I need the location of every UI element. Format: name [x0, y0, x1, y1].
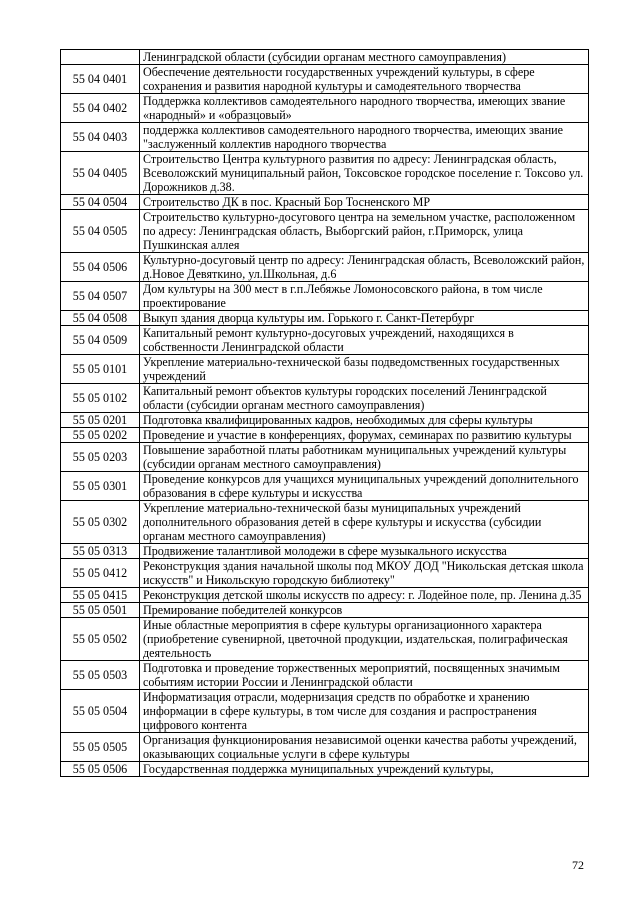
table-row — [61, 472, 589, 501]
row-description: Поддержка коллективов самодеятельного народного творчества, имеющих звание «народный» и «образцовый» — [140, 94, 589, 123]
row-description: Продвижение талантливой молодежи в сфере музыкального искусства — [140, 544, 589, 559]
page-number: 72 — [572, 858, 584, 872]
table-row — [61, 762, 589, 777]
row-description: Дом культуры на 300 мест в г.п.Лебяжье Ломоносовского района, в том числе проектирование — [140, 282, 589, 311]
budget-code-table — [60, 49, 589, 777]
row-code: 55 05 0503 — [61, 661, 140, 690]
row-code: 55 05 0203 — [61, 443, 140, 472]
row-description: Реконструкция детской школы искусств по адресу: г. Лодейное поле, пр. Ленина д.35 — [140, 588, 589, 603]
table-body — [61, 50, 589, 777]
row-description: Строительство ДК в пос. Красный Бор Тосненского МР — [140, 195, 589, 210]
row-code: 55 05 0504 — [61, 690, 140, 733]
row-description: Ленинградской области (субсидии органам местного самоуправления) — [140, 50, 589, 65]
row-description: Строительство культурно-досугового центра на земельном участке, расположенном по адресу: Ленинградская область, Выборгский район, г.Приморск, улица Пушкинская аллея — [140, 210, 589, 253]
row-code: 55 05 0101 — [61, 355, 140, 384]
table-row — [61, 384, 589, 413]
table-row — [61, 443, 589, 472]
row-code: 55 05 0505 — [61, 733, 140, 762]
table-row — [61, 544, 589, 559]
table-row — [61, 282, 589, 311]
table-row — [61, 253, 589, 282]
row-code: 55 04 0505 — [61, 210, 140, 253]
table-row — [61, 311, 589, 326]
row-code: 55 05 0415 — [61, 588, 140, 603]
row-description: Проведение конкурсов для учащихся муниципальных учреждений дополнительного образования в сфере культуры и искусства — [140, 472, 589, 501]
table-row — [61, 603, 589, 618]
table-row — [61, 65, 589, 94]
row-description: Премирование победителей конкурсов — [140, 603, 589, 618]
row-code: 55 05 0202 — [61, 428, 140, 443]
row-description: Информатизация отрасли, модернизация средств по обработке и хранению информации в сфере культуры, в том числе для создания и распространения цифрового контента — [140, 690, 589, 733]
row-description: Подготовка и проведение торжественных мероприятий, посвященных значимым событиям истории России и Ленинградской области — [140, 661, 589, 690]
table-row — [61, 210, 589, 253]
row-code: 55 05 0502 — [61, 618, 140, 661]
table-row — [61, 690, 589, 733]
row-description: Реконструкция здания начальной школы под МКОУ ДОД "Никольская детская школа искусств" и Никольскую городскую библиотеку" — [140, 559, 589, 588]
row-code: 55 04 0506 — [61, 253, 140, 282]
row-code: 55 05 0102 — [61, 384, 140, 413]
row-code: 55 05 0506 — [61, 762, 140, 777]
row-description: Проведение и участие в конференциях, форумах, семинарах по развитию культуры — [140, 428, 589, 443]
row-code: 55 05 0412 — [61, 559, 140, 588]
row-code: 55 05 0501 — [61, 603, 140, 618]
row-code: 55 05 0201 — [61, 413, 140, 428]
row-code: 55 05 0301 — [61, 472, 140, 501]
row-code: 55 04 0504 — [61, 195, 140, 210]
row-description: Строительство Центра культурного развития по адресу: Ленинградская область, Всеволожский муниципальный район, Токсовское городское поселение г. Токсово ул. Дорожников д.38. — [140, 152, 589, 195]
row-description: Подготовка квалифицированных кадров, необходимых для сферы культуры — [140, 413, 589, 428]
row-code: 55 04 0508 — [61, 311, 140, 326]
row-description: поддержка коллективов самодеятельного народного творчества, имеющих звание "заслуженный коллектив народного творчества — [140, 123, 589, 152]
row-code — [61, 50, 140, 65]
row-code: 55 05 0313 — [61, 544, 140, 559]
row-description: Укрепление материально-технической базы муниципальных учреждений дополнительного образования детей в сфере культуры и искусства (субсидии органам местного самоуправления) — [140, 501, 589, 544]
table-row — [61, 661, 589, 690]
row-description: Повышение заработной платы работникам муниципальных учреждений культуры (субсидии органам местного самоуправления) — [140, 443, 589, 472]
table-row — [61, 618, 589, 661]
row-description: Укрепление материально-технической базы подведомственных государственных учреждений — [140, 355, 589, 384]
row-code: 55 04 0402 — [61, 94, 140, 123]
row-description: Капитальный ремонт объектов культуры городских поселений Ленинградской области (субсидии органам местного самоуправления) — [140, 384, 589, 413]
row-description: Капитальный ремонт культурно-досуговых учреждений, находящихся в собственности Ленинградской области — [140, 326, 589, 355]
table-row — [61, 559, 589, 588]
row-description: Обеспечение деятельности государственных учреждений культуры, в сфере сохранения и развития народной культуры и самодеятельного творчества — [140, 65, 589, 94]
table-row — [61, 195, 589, 210]
table-row — [61, 501, 589, 544]
table-row — [61, 413, 589, 428]
row-code: 55 04 0405 — [61, 152, 140, 195]
row-code: 55 04 0403 — [61, 123, 140, 152]
row-code: 55 04 0507 — [61, 282, 140, 311]
row-description: Культурно-досуговый центр по адресу: Ленинградская область, Всеволожский район, д.Новое Девяткино, ул.Школьная, д.6 — [140, 253, 589, 282]
row-description: Иные областные мероприятия в сфере культуры организационного характера (приобретение сувенирной, цветочной продукции, издательская, полиграфическая деятельность — [140, 618, 589, 661]
row-code: 55 04 0401 — [61, 65, 140, 94]
table-row — [61, 123, 589, 152]
table-row — [61, 152, 589, 195]
row-description: Организация функционирования независимой оценки качества работы учреждений, оказывающих социальные услуги в сфере культуры — [140, 733, 589, 762]
table-row — [61, 428, 589, 443]
table-row — [61, 355, 589, 384]
table-row — [61, 326, 589, 355]
row-description: Государственная поддержка муниципальных учреждений культуры, — [140, 762, 589, 777]
table-row — [61, 50, 589, 65]
row-description: Выкуп здания дворца культуры им. Горького г. Санкт-Петербург — [140, 311, 589, 326]
row-code: 55 04 0509 — [61, 326, 140, 355]
table-row — [61, 588, 589, 603]
table-row — [61, 733, 589, 762]
table-row — [61, 94, 589, 123]
row-code: 55 05 0302 — [61, 501, 140, 544]
